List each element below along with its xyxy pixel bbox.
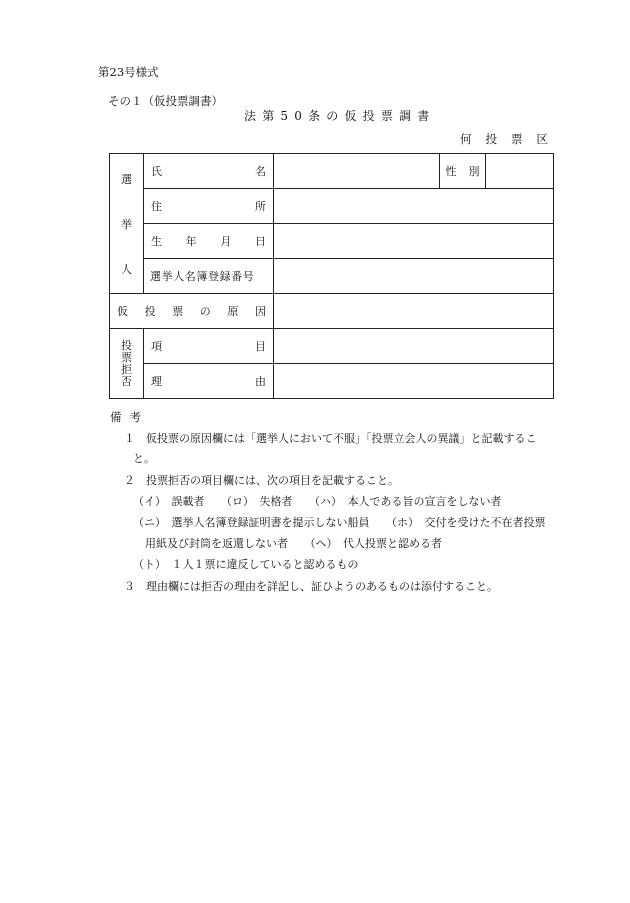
ward-label: 何投票区 xyxy=(460,132,562,146)
note-2-items-a: （イ） 誤載者 （ロ） 失格者 （ハ） 本人である旨の宣言をしない者 xyxy=(133,495,502,508)
notes-heading: 備考 xyxy=(110,410,149,424)
name-field[interactable] xyxy=(274,154,440,189)
reason-field[interactable] xyxy=(274,364,554,399)
birthdate-label: 生 年 月 日 xyxy=(144,224,274,259)
reason-label: 理 由 xyxy=(144,364,274,399)
register-number-label: 選挙人名簿登録番号 xyxy=(144,259,274,294)
reject-group-cell: 投 票 拒 否 xyxy=(110,329,144,399)
name-label: 氏 名 xyxy=(144,154,274,189)
item-label: 項 目 xyxy=(144,329,274,364)
address-label: 住 所 xyxy=(144,189,274,224)
document-title: 法第50条の仮投票調書 xyxy=(244,109,436,123)
voter-group-cell: 選 挙 人 xyxy=(110,154,144,294)
form-number: 第23号様式 xyxy=(98,65,159,79)
form-subtitle: その１（仮投票調書） xyxy=(108,94,223,108)
note-2-items-b: （ニ） 選挙人名簿登録証明書を提示しない船員 （ホ） 交付を受けた不在者投票 xyxy=(133,516,546,529)
note-2: ２ 投票拒否の項目欄には、次の項目を記載すること。 xyxy=(124,474,399,487)
cause-field[interactable] xyxy=(274,294,554,329)
gender-label: 性 別 xyxy=(440,154,486,189)
note-1-continued: と。 xyxy=(133,452,155,465)
birthdate-field[interactable] xyxy=(274,224,554,259)
cause-label: 仮 投 票 の 原 因 xyxy=(110,294,274,329)
note-3: ３ 理由欄には拒否の理由を詳記し、証ひようのあるものは添付すること。 xyxy=(124,580,498,593)
note-2-items-b-continued: 用紙及び封筒を返還しない者 （ヘ） 代人投票と認める者 xyxy=(145,537,442,550)
provisional-vote-table xyxy=(109,153,554,399)
note-1: １ 仮投票の原因欄には「選挙人において不服」「投票立会人の異議」と記載するこ xyxy=(124,432,537,445)
gender-field[interactable] xyxy=(486,154,554,189)
note-2-items-c: （ト） １人１票に違反していると認めるもの xyxy=(133,558,359,571)
address-field[interactable] xyxy=(274,189,554,224)
item-field[interactable] xyxy=(274,329,554,364)
register-number-field[interactable] xyxy=(274,259,554,294)
